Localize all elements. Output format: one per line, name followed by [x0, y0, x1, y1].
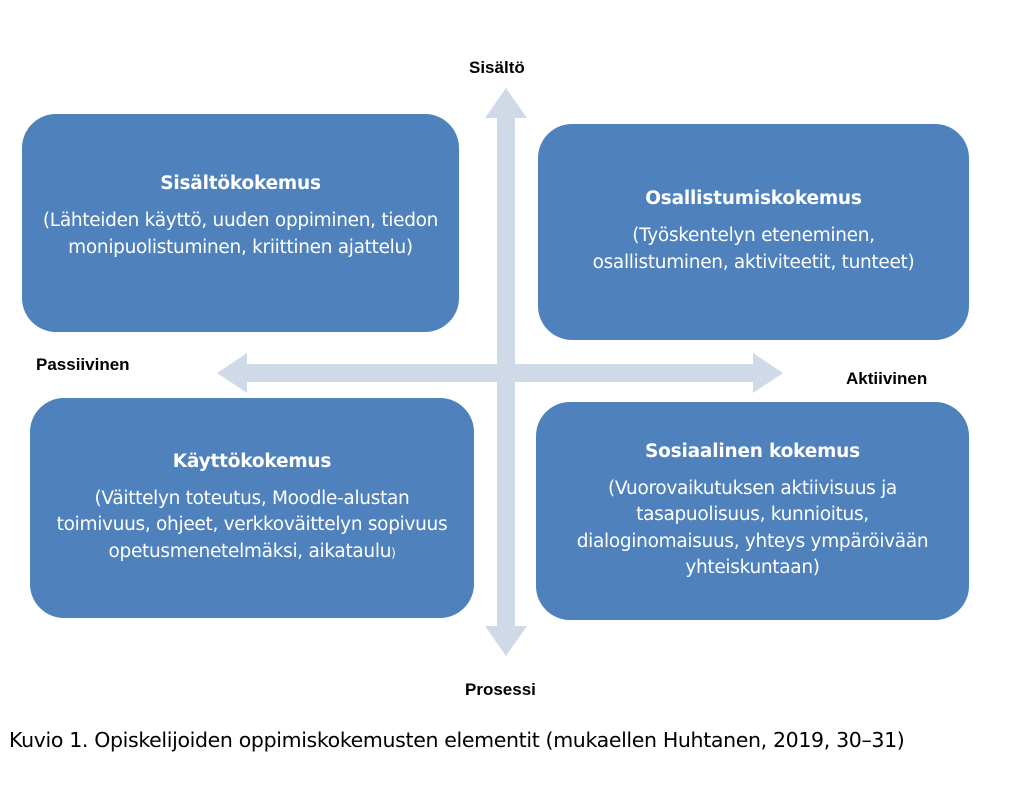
quadrant-title: Osallistumiskokemus — [645, 188, 862, 210]
quadrant-title: Sosiaalinen kokemus — [645, 440, 860, 462]
quadrant-box-content-experience — [22, 114, 459, 332]
quadrant-box-participation-experience — [538, 124, 969, 340]
quadrant-title: Käyttökokemus — [172, 451, 332, 473]
figure-caption: Kuvio 1. Opiskelijoiden oppimiskokemusten elementit (mukaellen Huhtanen, 2019, 30–31) — [9, 728, 905, 752]
axis-label-left: Passiivinen — [36, 355, 130, 374]
quadrant-description: (Vuorovaikutuksen aktiivisuus ja tasapuolisuus, kunnioitus, dialoginomaisuus, yhteys ympäröivään yhteiskuntaan) — [576, 477, 929, 578]
quadrant-description — [54, 486, 450, 565]
quadrant-description: (Lähteiden käyttö, uuden oppiminen, tiedon monipuolistuminen, kriittinen ajattelu) — [42, 210, 439, 258]
quadrant-description-text: (Väittelyn toteutus, Moodle-alustan toimivuus, ohjeet, verkkoväittelyn sopivuus opetusmenetelmäksi, aikataulu — [56, 488, 448, 562]
quadrant-box-social-experience — [536, 402, 969, 620]
quadrant-box-usage-experience — [30, 398, 474, 618]
axis-label-top: Sisältö — [469, 58, 525, 77]
quadrant-description: (Työskentelyn eteneminen, osallistuminen, aktiviteetit, tunteet) — [592, 225, 915, 273]
quadrant-description-end: ) — [391, 545, 396, 560]
axis-label-bottom: Prosessi — [465, 680, 536, 699]
axis-label-right: Aktiivinen — [846, 369, 928, 388]
quadrant-title: Sisältökokemus — [160, 173, 321, 195]
